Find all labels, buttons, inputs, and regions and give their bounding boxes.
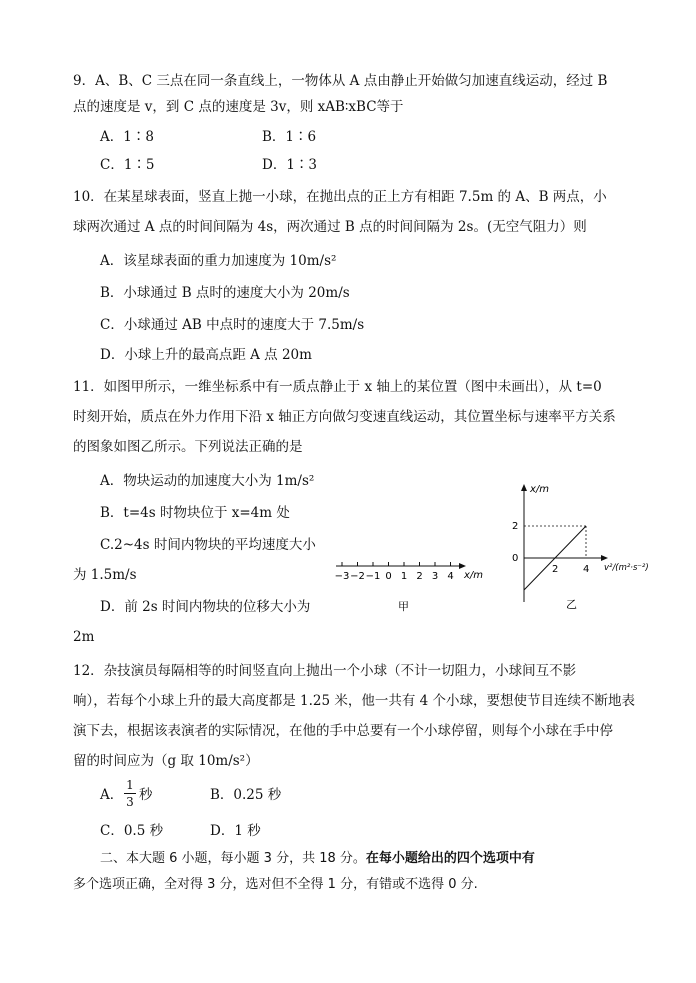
yi-x-label: v²/(m²·s⁻²)	[604, 563, 649, 573]
q11-option-c-line2: 为 1.5m/s	[73, 567, 137, 583]
fraction-denominator: 3	[126, 795, 134, 809]
q12-option-c: C．0.5 秒	[100, 823, 164, 839]
jia-tick-label: 4	[447, 571, 454, 582]
q9-option-b: B．1∶6	[262, 129, 317, 145]
q12-stem-line3: 演下去，根据该表演者的实际情况，在他的手中总要有一个小球停留，则每个小球在手中停	[73, 723, 613, 739]
yi-y-axis-arrow	[521, 484, 527, 491]
yi-caption: 乙	[566, 598, 577, 610]
section2-heading-part2: 在每小题给出的四个选项中有	[365, 851, 535, 866]
yi-y-tick-2: 2	[512, 521, 519, 532]
q11-stem-line1: 11．如图甲所示，一维坐标系中有一质点静止于 x 轴上的某位置（图中未画出），从 t=0	[73, 379, 602, 395]
jia-tick-label: 2	[416, 571, 423, 582]
q9-option-c: C．1∶5	[100, 157, 155, 173]
jia-tick-group	[335, 562, 454, 582]
yi-y-label: x/m	[530, 484, 550, 495]
yi-x-axis-arrow	[601, 555, 608, 561]
q11-option-d-line2: 2m	[73, 629, 95, 645]
q10-option-b: B．小球通过 B 点时的速度大小为 20m/s	[100, 285, 350, 301]
jia-tick-label: 0	[385, 571, 392, 582]
q12-stem-line1: 12．杂技演员每隔相等的时间竖直向上抛出一个小球（不计一切阻力，小球间互不影	[73, 663, 577, 679]
q10-option-c: C．小球通过 AB 中点时的速度大于 7.5m/s	[100, 317, 365, 333]
yi-origin-label: 0	[512, 553, 519, 564]
figure-yi	[500, 480, 656, 610]
q11-option-b: B．t=4s 时物块位于 x=4m 处	[100, 505, 290, 521]
figure-jia	[330, 552, 490, 616]
jia-tick-label: −1	[365, 571, 381, 582]
jia-caption: 甲	[398, 600, 409, 613]
fraction-bar	[124, 793, 136, 794]
q11-option-c-line1: C.2~4s 时间内物块的平均速度大小	[100, 537, 316, 553]
q11-option-d-line1: D．前 2s 时间内物块的位移大小为	[100, 599, 311, 615]
q12-option-a-fraction	[124, 778, 136, 809]
jia-tick-label: 1	[400, 571, 408, 582]
q11-option-a: A．物块运动的加速度大小为 1m/s²	[100, 473, 315, 489]
q12-option-a-label: A．	[100, 787, 124, 803]
q9-option-d: D．1∶3	[262, 157, 318, 173]
q9-stem-line2: 点的速度是 v，到 C 点的速度是 3v，则 xAB∶xBC等于	[73, 99, 404, 115]
q12-option-a-unit: 秒	[139, 787, 153, 803]
yi-x-tick-4: 4	[583, 564, 590, 575]
q12-option-b: B．0.25 秒	[210, 787, 282, 803]
q12-stem-line4: 留的时间应为（g 取 10m/s²）	[73, 753, 259, 769]
section2-heading-line2: 多个选项正确，全对得 3 分，选对但不全得 1 分，有错或不选得 0 分.	[73, 877, 478, 892]
jia-axis-label: x/m	[464, 570, 484, 581]
section2-heading-part1: 二、本大题 6 小题，每小题 3 分，共 18 分。	[100, 851, 366, 866]
q10-stem-line1: 10．在某星球表面，竖直上抛一小球，在抛出点的正上方有相距 7.5m 的 A、B 两点，小	[73, 189, 607, 205]
jia-axis-arrow	[459, 563, 466, 569]
q11-stem-line3: 的图象如图乙所示。下列说法正确的是	[73, 439, 303, 455]
q11-stem-line2: 时刻开始，质点在外力作用下沿 x 轴正方向做匀变速直线运动，其位置坐标与速率平方关系	[73, 409, 616, 425]
q12-stem-line2: 响），若每个小球上升的最大高度都是 1.25 米，他一共有 4 个小球，要想使节目连续不断地表	[73, 693, 636, 709]
q10-option-d: D．小球上升的最高点距 A 点 20m	[100, 347, 312, 363]
q12-option-d: D．1 秒	[210, 823, 261, 839]
q10-option-a: A．该星球表面的重力加速度为 10m/s²	[100, 253, 337, 269]
jia-tick-label: −3	[334, 571, 350, 582]
q10-stem-line2: 球两次通过 A 点的时间间隔为 4s，两次通过 B 点的时间间隔为 2s。(无空气阻力）则	[73, 219, 587, 235]
section2-heading-line1	[100, 850, 535, 868]
fraction-numerator: 1	[126, 778, 134, 792]
q9-stem-line1: 9．A、B、C 三点在同一条直线上，一物体从 A 点由静止开始做匀加速直线运动，经过 B	[73, 73, 608, 89]
q9-option-a: A．1∶8	[100, 129, 154, 145]
jia-tick-label: −2	[350, 571, 365, 582]
yi-x-tick-2: 2	[552, 564, 559, 575]
jia-tick-label: 3	[431, 571, 439, 582]
